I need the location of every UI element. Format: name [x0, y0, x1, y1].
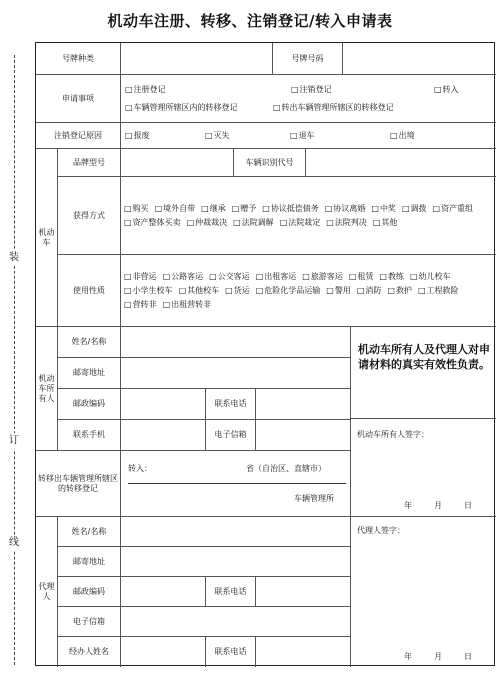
- agent-sign-year: 年: [404, 652, 412, 661]
- agent-signature-box[interactable]: [351, 517, 496, 667]
- form-title: 机动车注册、转移、注销登记/转入申请表: [107, 12, 393, 30]
- usage-option-7[interactable]: □ 幼儿校车: [410, 270, 451, 284]
- application-item-options: [121, 75, 496, 123]
- owner-sign-year: 年: [404, 501, 412, 510]
- agent-section-label: 代理人: [36, 517, 58, 667]
- usage-option-13[interactable]: □ 消防: [357, 284, 382, 298]
- binding-char-zhuang: 装: [6, 250, 22, 266]
- usage-option-15[interactable]: □ 工程救险: [418, 284, 459, 298]
- usage-option-4[interactable]: □ 旅游客运: [302, 270, 343, 284]
- agent-phone-label: 联系电话: [206, 577, 256, 607]
- acquisition-option-7[interactable]: □ 调拨: [402, 202, 427, 216]
- usage-nature-options: [121, 255, 496, 327]
- owner-phone-label: 联系电话: [206, 389, 256, 420]
- owner-address-field[interactable]: [121, 358, 351, 389]
- binding-char-xian: 线: [6, 535, 22, 551]
- agent-postal-field[interactable]: [121, 577, 206, 607]
- transfer-underline: [128, 483, 346, 484]
- vin-field[interactable]: [306, 149, 496, 177]
- owner-sign-day: 日: [464, 501, 472, 510]
- transfer-province-label: 省（自治区、直辖市）: [246, 464, 326, 473]
- transfer-into-label: 转入：: [128, 464, 152, 473]
- agent-sign-day: 日: [464, 652, 472, 661]
- owner-mobile-field[interactable]: [121, 420, 206, 451]
- usage-option-6[interactable]: □ 教练: [379, 270, 404, 284]
- usage-option-0[interactable]: □ 非营运: [124, 270, 157, 284]
- owner-name-field[interactable]: [121, 327, 351, 358]
- agent-phone-field[interactable]: [256, 577, 351, 607]
- owner-email-label: 电子信箱: [206, 420, 256, 451]
- vin-label: 车辆识别代号: [234, 149, 306, 177]
- acquisition-option-9[interactable]: □ 资产整体买卖: [124, 216, 181, 230]
- option-intra-transfer[interactable]: □ 车辆管理所辖区内的转移登记: [125, 101, 238, 115]
- vehicle-section-label: 机动车: [36, 149, 58, 327]
- plate-type-label: 号牌种类: [36, 43, 121, 75]
- agent-postal-label: 邮政编码: [58, 577, 121, 607]
- usage-option-17[interactable]: □ 出租营转非: [163, 298, 212, 312]
- usage-option-12[interactable]: □ 警用: [326, 284, 351, 298]
- reason-lost[interactable]: □ 灭失: [205, 129, 230, 143]
- acquisition-option-3[interactable]: □ 赠予: [232, 202, 257, 216]
- agent-email-label: 电子信箱: [58, 607, 121, 637]
- usage-option-1[interactable]: □ 公路客运: [163, 270, 204, 284]
- brand-model-label: 品牌型号: [58, 149, 121, 177]
- agent-email-field[interactable]: [121, 607, 351, 637]
- usage-option-14[interactable]: □ 救护: [387, 284, 412, 298]
- usage-option-16[interactable]: □ 营转非: [124, 298, 157, 312]
- agent-address-label: 邮寄地址: [58, 547, 121, 577]
- acquisition-option-5[interactable]: □ 协议离婚: [325, 202, 366, 216]
- usage-option-3[interactable]: □ 出租客运: [256, 270, 297, 284]
- agent-name-label: 姓名/名称: [58, 517, 121, 547]
- binding-margin: [4, 55, 24, 665]
- owner-email-field[interactable]: [256, 420, 351, 451]
- acquisition-option-10[interactable]: □ 仲裁裁决: [187, 216, 228, 230]
- transfer-out-label: 转移出车辆管理所辖区的转移登记: [36, 451, 121, 517]
- plate-type-field[interactable]: [121, 43, 273, 75]
- handler-name-field[interactable]: [121, 637, 206, 667]
- owner-name-label: 姓名/名称: [58, 327, 121, 358]
- owner-address-label: 邮寄地址: [58, 358, 121, 389]
- reason-returned[interactable]: □ 退车: [290, 129, 315, 143]
- usage-option-2[interactable]: □ 公交客运: [209, 270, 250, 284]
- usage-option-11[interactable]: □ 危险化学品运输: [256, 284, 321, 298]
- owner-postal-label: 邮政编码: [58, 389, 121, 420]
- transfer-office-label: 车辆管理所: [294, 494, 334, 503]
- reason-scrapped[interactable]: □ 报废: [125, 129, 150, 143]
- acquisition-option-8[interactable]: □ 资产重组: [433, 202, 474, 216]
- plate-number-field[interactable]: [343, 43, 496, 75]
- handler-phone-label: 联系电话: [206, 637, 256, 667]
- owner-postal-field[interactable]: [121, 389, 206, 420]
- acquisition-option-13[interactable]: □ 法院判决: [326, 216, 367, 230]
- reason-exit[interactable]: □ 出境: [390, 129, 415, 143]
- acquisition-method-label: 获得方式: [58, 177, 121, 255]
- owner-mobile-label: 联系手机: [58, 420, 121, 451]
- acquisition-option-2[interactable]: □ 继承: [201, 202, 226, 216]
- transfer-out-field[interactable]: [121, 451, 351, 517]
- acquisition-option-6[interactable]: □ 中奖: [371, 202, 396, 216]
- agent-name-field[interactable]: [121, 517, 351, 547]
- plate-number-label: 号牌号码: [273, 43, 343, 75]
- application-form-table: [35, 42, 495, 666]
- deregistration-reason-label: 注销登记原因: [36, 123, 121, 149]
- usage-option-5[interactable]: □ 租赁: [349, 270, 374, 284]
- option-deregistration[interactable]: □ 注销登记: [291, 83, 332, 97]
- declaration-text: 机动车所有人及代理人对申请材料的真实有效性负责。: [358, 343, 490, 371]
- usage-option-8[interactable]: □ 小学生校车: [124, 284, 173, 298]
- binding-dashed-line: [14, 55, 15, 665]
- handler-phone-field[interactable]: [256, 637, 351, 667]
- owner-signature-label: 机动车所有人签字：: [357, 430, 429, 439]
- acquisition-option-14[interactable]: □ 其他: [373, 216, 398, 230]
- option-transfer-out[interactable]: □ 转出车辆管理所辖区的转移登记: [273, 101, 394, 115]
- acquisition-method-options: [121, 177, 496, 255]
- brand-model-field[interactable]: [121, 149, 234, 177]
- application-item-label: 申请事项: [36, 75, 121, 123]
- declaration-box: [351, 327, 496, 419]
- acquisition-option-11[interactable]: □ 法院调解: [233, 216, 274, 230]
- acquisition-option-0[interactable]: □ 购买: [124, 202, 149, 216]
- agent-signature-label: 代理人签字：: [357, 526, 405, 535]
- usage-nature-label: 使用性质: [58, 255, 121, 327]
- handler-name-label: 经办人姓名: [58, 637, 121, 667]
- acquisition-option-4[interactable]: □ 协议抵偿债务: [262, 202, 319, 216]
- acquisition-option-12[interactable]: □ 法院裁定: [280, 216, 321, 230]
- agent-sign-month: 月: [434, 652, 442, 661]
- owner-sign-month: 月: [434, 501, 442, 510]
- acquisition-option-1[interactable]: □ 境外自带: [155, 202, 196, 216]
- binding-char-ding: 订: [6, 433, 22, 449]
- option-registration[interactable]: □ 注册登记: [125, 83, 166, 97]
- usage-option-9[interactable]: □ 其他校车: [179, 284, 220, 298]
- owner-section-label: 机动车所有人: [36, 327, 58, 451]
- agent-address-field[interactable]: [121, 547, 351, 577]
- option-transfer-in[interactable]: □ 转入: [434, 83, 459, 97]
- owner-phone-field[interactable]: [256, 389, 351, 420]
- deregistration-reason-options: [121, 123, 496, 149]
- usage-option-10[interactable]: □ 货运: [225, 284, 250, 298]
